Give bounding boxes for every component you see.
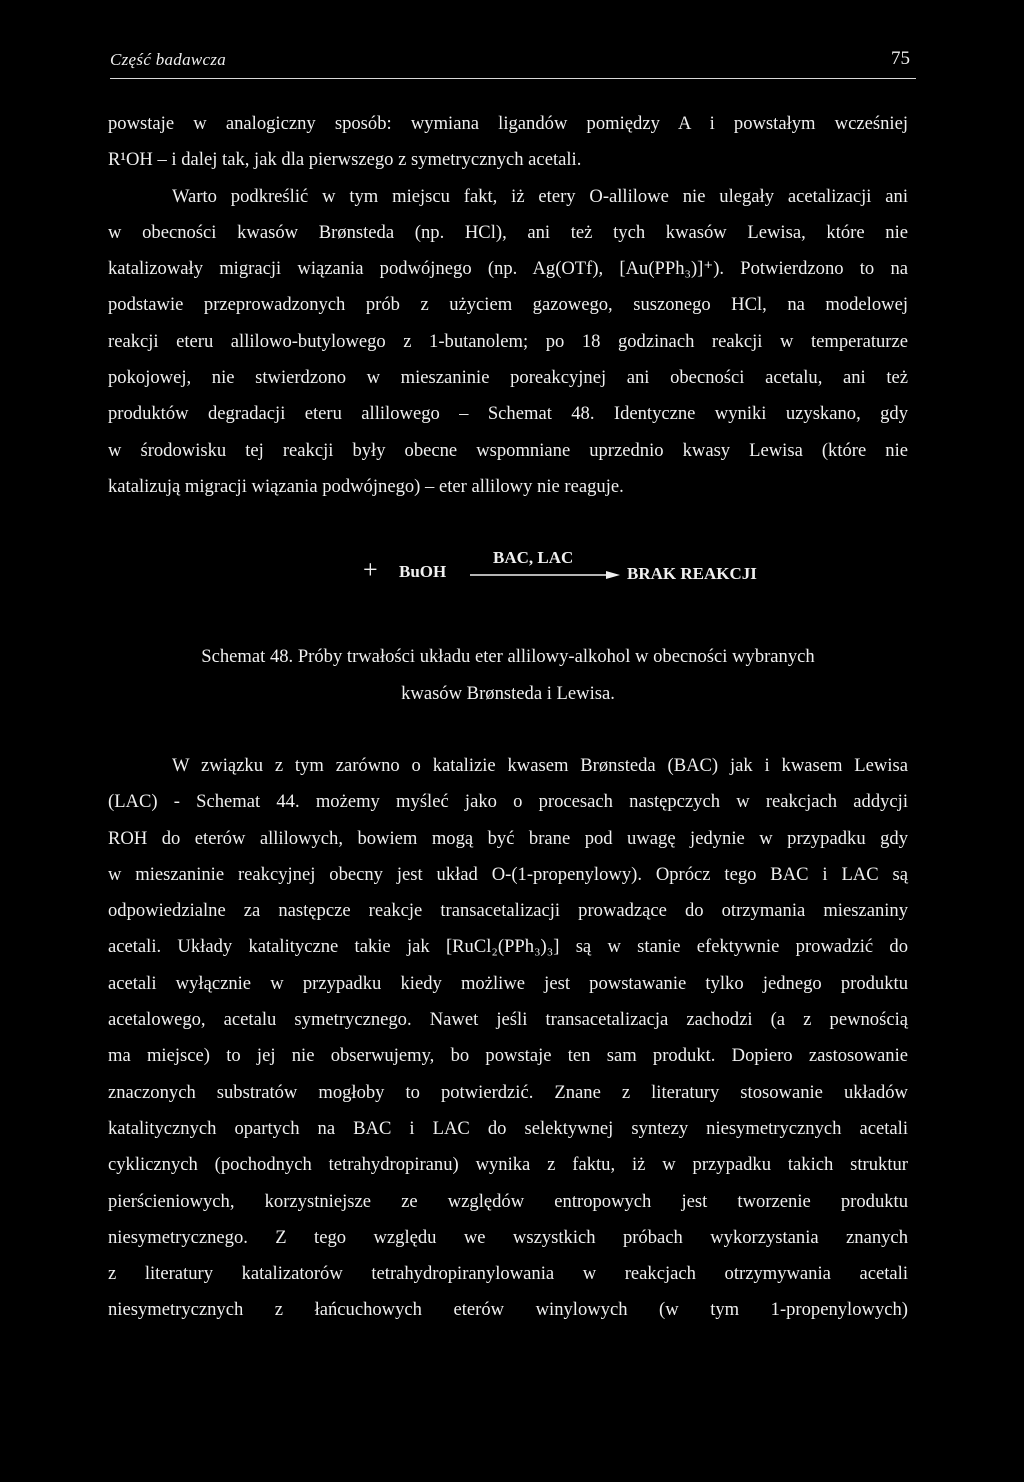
plus-sign: + bbox=[363, 555, 378, 584]
text-line: podstawie przeprowadzonych prób z użyciem gazowego, suszonego HCl, na modelowej bbox=[108, 294, 908, 316]
page-number: 75 bbox=[891, 48, 910, 69]
text-line: Warto podkreślić w tym miejscu fakt, iż etery O-allilowe nie ulegały acetalizacji ani bbox=[172, 185, 908, 207]
text-line: ma miejsce) to jej nie obserwujemy, bo powstaje ten sam produkt. Dopiero zastosowanie bbox=[108, 1045, 908, 1067]
text-line: katalizują migracji wiązania podwójnego) – eter allilowy nie reaguje. bbox=[108, 475, 624, 497]
section-title: Część badawcza bbox=[110, 50, 227, 69]
scheme-caption bbox=[108, 638, 908, 712]
page-header bbox=[110, 48, 916, 79]
text-line: cyklicznych (pochodnych tetrahydropiranu) wynika z faktu, iż w przypadku takich struktur bbox=[108, 1154, 908, 1176]
text-line: acetalowego, acetalu symetrycznego. Nawet jeśli transacetalizacja zachodzi (a z pewnością bbox=[108, 1009, 908, 1031]
text-line: z literatury katalizatorów tetrahydropiranylowania w reakcjach otrzymywania acetali bbox=[108, 1263, 908, 1285]
text-line: acetali wyłącznie w przypadku kiedy możliwe jest powstawanie tylko jednego produktu bbox=[108, 972, 908, 994]
text-line: w obecności kwasów Brønsteda (np. HCl), ani też tych kwasów Lewisa, które nie bbox=[108, 221, 908, 243]
text-line: katalitycznych opartych na BAC i LAC do selektywnej syntezy niesymetrycznych acetali bbox=[108, 1117, 908, 1139]
text-line: odpowiedzialne za następcze reakcje transacetalizacji prowadzące do otrzymania mieszaniny bbox=[108, 900, 908, 922]
product-label: BRAK REAKCJI bbox=[627, 564, 757, 583]
paragraph-1 bbox=[108, 106, 908, 505]
text-line: W związku z tym zarówno o katalizie kwasem Brønsteda (BAC) jak i kwasem Lewisa bbox=[172, 755, 908, 776]
arrow-label: BAC, LAC bbox=[493, 548, 574, 567]
caption-line: Schemat 48. Próby trwałości układu eter allilowy-alkohol w obecności wybranych bbox=[201, 646, 815, 667]
text-line: pierścieniowych, korzystniejsze ze względów entropowych jest tworzenie produktu bbox=[108, 1190, 908, 1212]
reagent-label: BuOH bbox=[399, 562, 447, 581]
text-line: powstaje w analogiczny sposób: wymiana ligandów pomiędzy A i powstałym wcześniej bbox=[108, 113, 908, 134]
text-line: R¹OH – i dalej tak, jak dla pierwszego z symetrycznych acetali. bbox=[108, 149, 582, 171]
text-line: w środowisku tej reakcji były obecne wspomniane uprzednio kwasy Lewisa (które nie bbox=[108, 439, 908, 461]
text-line: w mieszaninie reakcyjnej obecny jest układ O-(1-propenylowy). Oprócz tego BAC i LAC są bbox=[108, 863, 908, 885]
paragraph-2 bbox=[108, 748, 908, 1329]
reaction-arrow-icon bbox=[470, 570, 620, 580]
text-line: (LAC) - Schemat 44. możemy myśleć jako o procesach następczych w reakcjach addycji bbox=[108, 791, 908, 813]
text-line: katalizowały migracji wiązania podwójnego (np. Ag(OTf), [Au(PPh₃)]⁺). Potwierdzono to na bbox=[108, 258, 908, 280]
reaction-scheme bbox=[355, 548, 795, 596]
text-line: niesymetrycznych z łańcuchowych eterów winylowych (w tym 1-propenylowych) bbox=[108, 1299, 908, 1321]
text-line: znaczonych substratów mogłoby to potwierdzić. Znane z literatury stosowanie układów bbox=[108, 1081, 908, 1103]
text-line: produktów degradacji eteru allilowego – Schemat 48. Identyczne wyniki uzyskano, gdy bbox=[108, 403, 908, 425]
text-line: acetali. Układy katalityczne takie jak [RuCl₂(PPh₃)₃] są w stanie efektywnie prowadzić do bbox=[108, 936, 908, 958]
text-line: pokojowej, nie stwierdzono w mieszaninie poreakcyjnej ani obecności acetalu, ani też bbox=[108, 367, 908, 389]
text-line: ROH do eterów allilowych, bowiem mogą być brane pod uwagę jedynie w przypadku gdy bbox=[108, 827, 908, 849]
text-line: niesymetrycznego. Z tego względu we wszystkich próbach wykorzystania znanych bbox=[108, 1226, 908, 1248]
caption-line: kwasów Brønsteda i Lewisa. bbox=[401, 683, 615, 704]
text-line: reakcji eteru allilowo-butylowego z 1-butanolem; po 18 godzinach reakcji w temperaturze bbox=[108, 330, 908, 352]
